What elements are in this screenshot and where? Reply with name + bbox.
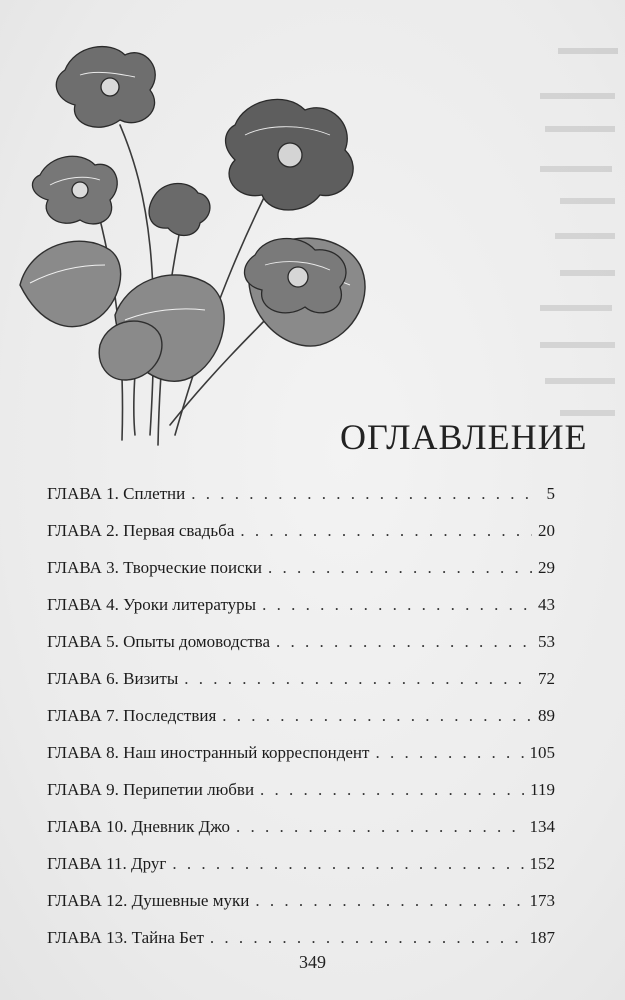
toc-entry-chapter-3[interactable] (47, 549, 555, 586)
dot-leader (240, 512, 532, 549)
toc-page-number: 152 (529, 854, 555, 873)
toc-chapter-title: ГЛАВА 4. Уроки литературы (47, 595, 257, 614)
toc-entry-chapter-2[interactable] (47, 512, 555, 549)
toc-entry-chapter-4[interactable] (47, 586, 555, 623)
toc-chapter-title: ГЛАВА 9. Перипетии любви (47, 780, 255, 799)
toc-entry-chapter-8[interactable] (47, 734, 555, 771)
toc-chapter-title: ГЛАВА 3. Творческие поиски (47, 558, 262, 577)
toc-entry-chapter-1[interactable] (47, 475, 555, 512)
toc-page-number: 72 (538, 669, 555, 688)
dot-leader (236, 808, 523, 845)
toc-page-number: 29 (538, 558, 555, 577)
toc-chapter-title: ГЛАВА 13. Тайна Бет (47, 928, 204, 947)
toc-page-number: 5 (546, 484, 555, 503)
page-number: 349 (299, 952, 326, 972)
dot-leader (222, 697, 532, 734)
toc-entry-chapter-9[interactable] (47, 771, 555, 808)
dot-leader (172, 845, 523, 882)
toc-page-number: 173 (529, 891, 555, 910)
toc-page-number: 89 (538, 706, 555, 725)
dot-leader (255, 882, 523, 919)
toc-entry-chapter-11[interactable] (47, 845, 555, 882)
toc-entry-chapter-7[interactable] (47, 697, 555, 734)
dot-leader (268, 549, 532, 586)
toc-entry-chapter-10[interactable] (47, 808, 555, 845)
toc-chapter-title: ГЛАВА 2. Первая свадьба (47, 521, 235, 540)
toc-chapter-title: ГЛАВА 6. Визиты (47, 669, 179, 688)
toc-chapter-title: ГЛАВА 11. Друг (47, 854, 167, 873)
toc-chapter-title: ГЛАВА 12. Душевные муки (47, 891, 250, 910)
toc-page-number: 20 (538, 521, 555, 540)
toc-entry-chapter-12[interactable] (47, 882, 555, 919)
dot-leader (375, 734, 523, 771)
toc-chapter-title: ГЛАВА 7. Последствия (47, 706, 217, 725)
toc-page-number: 134 (529, 817, 555, 836)
toc-entry-chapter-13[interactable] (47, 919, 555, 956)
dot-leader (260, 771, 524, 808)
dot-leader (276, 623, 532, 660)
toc-page-number: 105 (529, 743, 555, 762)
toc-page-number: 43 (538, 595, 555, 614)
dot-leader (184, 660, 532, 697)
dot-leader (191, 475, 537, 512)
toc-chapter-title: ГЛАВА 5. Опыты домоводства (47, 632, 271, 651)
toc-entry-chapter-5[interactable] (47, 623, 555, 660)
page-title: ОГЛАВЛЕНИЕ (340, 417, 588, 457)
dot-leader (210, 919, 524, 956)
toc-chapter-title: ГЛАВА 10. Дневник Джо (47, 817, 231, 836)
toc-chapter-title: ГЛАВА 1. Сплетни (47, 484, 186, 503)
toc-chapter-title: ГЛАВА 8. Наш иностранный корреспондент (47, 743, 370, 762)
violet-flowers-illustration (0, 15, 380, 455)
toc-page-number: 53 (538, 632, 555, 651)
table-of-contents (47, 475, 555, 956)
toc-page-number: 187 (529, 928, 555, 947)
dot-leader (262, 586, 532, 623)
toc-entry-chapter-6[interactable] (47, 660, 555, 697)
toc-page-number: 119 (530, 780, 555, 799)
